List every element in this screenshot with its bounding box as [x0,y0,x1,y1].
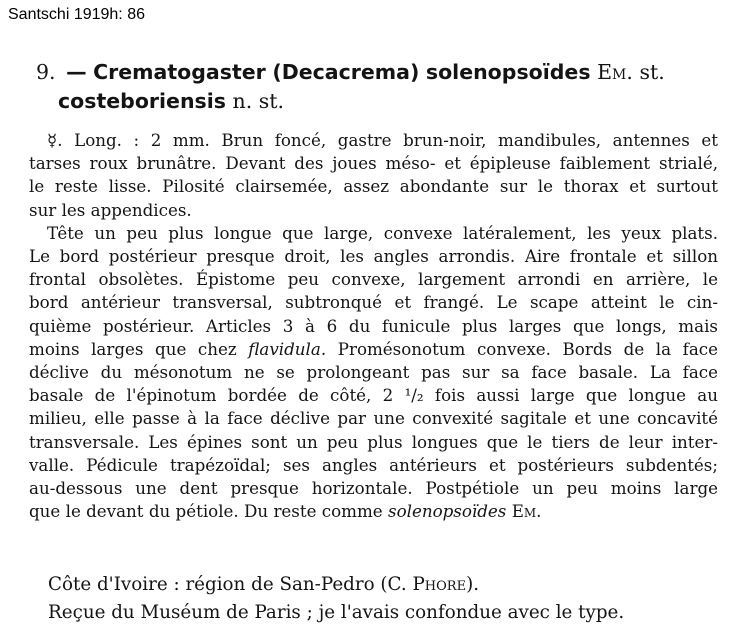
locality-line: Côte d'Ivoire : région de San-Pedro (C. Phore). [48,574,480,595]
collector-name: Phore [412,574,467,595]
description [29,129,718,523]
genus-name: Crematogaster [93,60,266,84]
description-line: au-dessous une dent presque horizontale. Postpétiole un peu moins large [29,478,718,499]
species-name: solenopsoïdes [425,60,591,84]
description-line: milieu, elle passe à la face déclive par une convexité sagitale et une concavité [29,408,718,429]
worker-symbol: ☿. [47,130,63,150]
species-author: Em. [597,60,633,84]
description-line: basale de l'épinotum bordée de côté, 2 ¹/₂ fois aussi large que longue au [29,385,718,406]
description-line: Le bord postérieur presque droit, les angles arrondis. Aire frontale et sillon [29,246,718,267]
citation: Santschi 1919h: 86 [8,6,145,23]
description-line: quième postérieur. Articles 3 à 6 du funicule plus larges que longs, mais [29,315,718,336]
description-line: frontal obsolètes. Épistome peu convexe, largement arrondi en arrière, le [29,269,718,290]
description-line: moins larges que chez flavidula. Promésonotum convexe. Bords de la face [29,338,718,359]
author-ref: Em. [511,501,542,522]
subgenus-name: (Decacrema) [272,60,420,84]
description-line: valle. Pédicule trapézoïdal; ses angles antérieurs et postérieurs subdentés; [29,454,718,475]
description-line: Tête un peu plus longue que large, convexe latéralement, les yeux plats. [47,222,718,243]
description-line: sur les appendices. [29,199,192,220]
rank-label: st. [639,60,665,84]
description-line: tarses roux brunâtre. Devant des joues méso- et épipleuse faiblement strialé, [29,153,718,174]
subspecies-name: costeboriensis [58,89,226,113]
taxon-status: n. st. [232,89,285,113]
species-ref-flavidula: flavidula. [248,338,327,359]
description-line: que le devant du pétiole. Du reste comme solenopsoïdes Em. [29,501,542,522]
description-line: ☿. Long. : 2 mm. Brun foncé, gastre brun-noir, mandibules, antennes et [47,130,718,150]
description-line: bord antérieur transversal, subtronqué et frangé. Le scape atteint le cin- [29,292,718,313]
description-line: déclive du mésonotum ne se prolongeant pas sur sa face basale. La face [29,362,718,383]
description-line: transversale. Les épines sont un peu plus longues que le tiers de leur inter- [29,431,718,452]
taxon-number: 9. [36,60,56,84]
description-line: le reste lisse. Pilosité clairsemée, assez abondante sur le thorax et surtout [29,176,718,197]
locality [48,571,728,627]
heading-dash: — [66,60,87,84]
locality-line: Reçue du Muséum de Paris ; je l'avais confondue avec le type. [48,602,625,623]
species-ref-solenopsoides: solenopsoïdes [388,501,507,522]
taxon-heading [36,58,736,116]
